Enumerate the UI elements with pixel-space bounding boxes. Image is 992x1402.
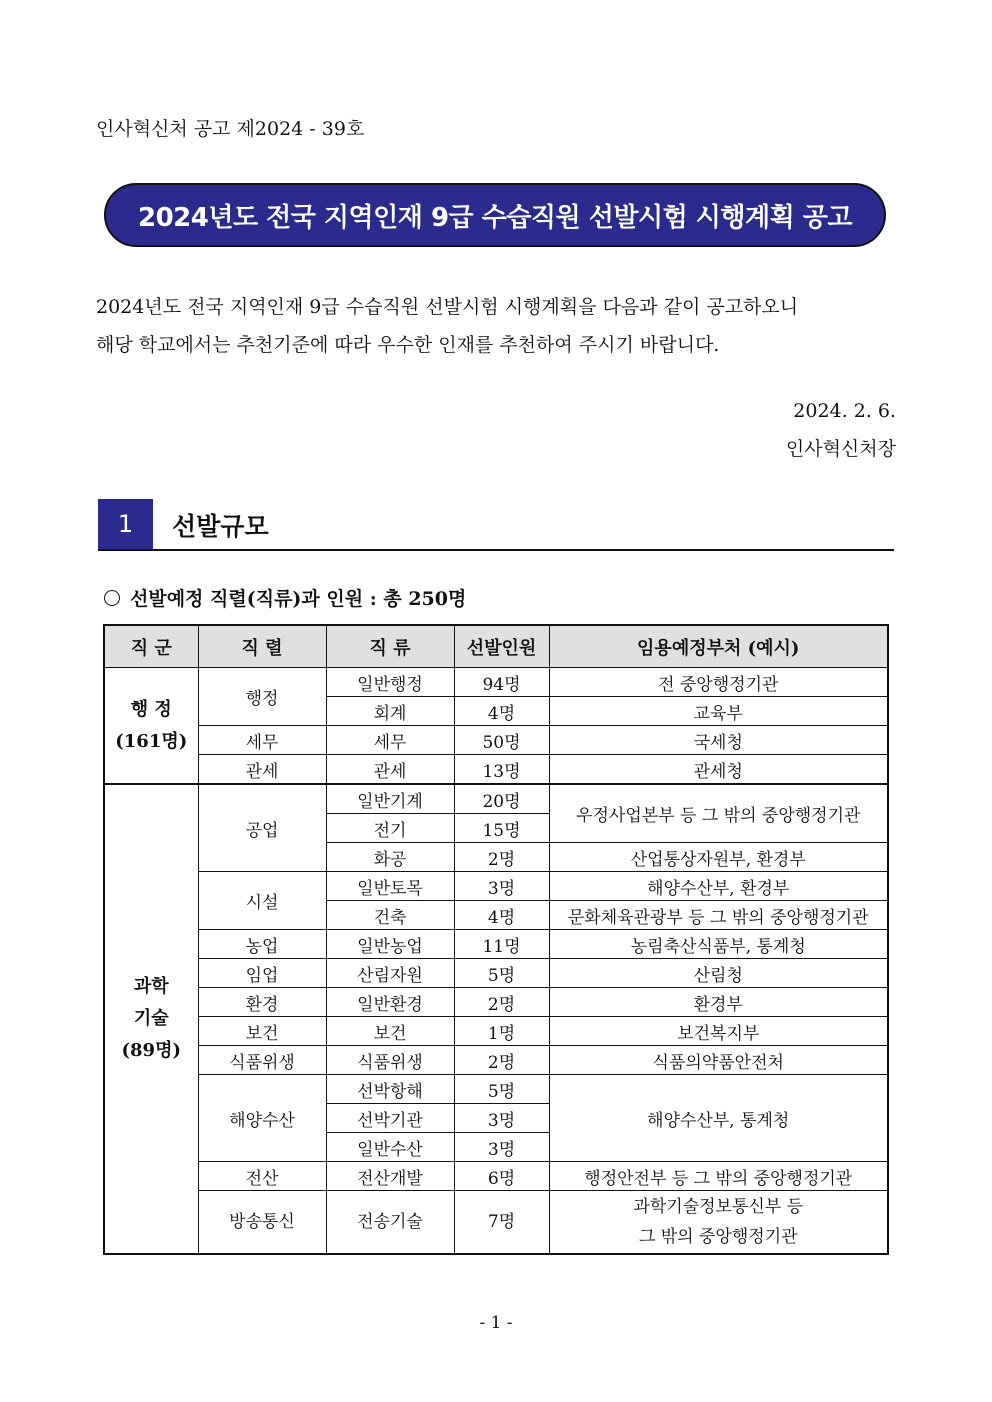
count-cell: 1명 (454, 1017, 549, 1046)
job-type-cell: 산림자원 (326, 959, 454, 988)
page-number: - 1 - (479, 1313, 513, 1333)
job-type-cell: 화공 (326, 843, 454, 872)
table-row (104, 959, 888, 988)
agency-cell: 해양수산부, 환경부 (549, 872, 888, 901)
job-group-count: (161명) (115, 730, 188, 752)
count-cell: 7명 (454, 1191, 549, 1255)
job-type-cell: 건축 (326, 901, 454, 930)
agency-cell: 식품의약품안전처 (549, 1046, 888, 1075)
table-row (104, 668, 888, 697)
job-type-cell: 일반행정 (326, 668, 454, 697)
count-cell: 2명 (454, 1046, 549, 1075)
table-row (104, 755, 888, 785)
job-type-cell: 보건 (326, 1017, 454, 1046)
agency-cell: 문화체육관광부 등 그 밖의 중앙행정기관 (549, 901, 888, 930)
subheading-text: 선발예정 직렬(직류)과 인원 : 총 250명 (130, 588, 467, 610)
job-series-cell: 보건 (198, 1017, 326, 1046)
job-type-cell: 일반수산 (326, 1133, 454, 1162)
count-cell: 15명 (454, 814, 549, 843)
job-type-cell: 세무 (326, 726, 454, 755)
job-series-cell: 농업 (198, 930, 326, 959)
notice-number: 인사혁신처 공고 제2024 - 39호 (96, 118, 365, 140)
job-type-cell: 일반농업 (326, 930, 454, 959)
intro-paragraph (96, 288, 896, 364)
job-series-cell: 공업 (198, 784, 326, 872)
header-cell: 선발인원 (454, 625, 549, 668)
table-row (104, 1046, 888, 1075)
table-row (104, 1017, 888, 1046)
section-heading (98, 499, 894, 551)
header-cell: 직 군 (104, 625, 198, 668)
table-row (104, 1075, 888, 1104)
agency-cell: 해양수산부, 통계청 (549, 1075, 888, 1162)
table-row (104, 1191, 888, 1255)
job-group-count: (89명) (121, 1040, 181, 1061)
count-cell: 50명 (454, 726, 549, 755)
job-series-cell: 방송통신 (198, 1191, 326, 1255)
agency-line: 그 밖의 중앙행정기관 (638, 1227, 798, 1247)
agency-cell: 우정사업본부 등 그 밖의 중앙행정기관 (549, 784, 888, 843)
notice-date: 2024. 2. 6. (793, 400, 896, 422)
job-series-cell: 임업 (198, 959, 326, 988)
agency-cell: 보건복지부 (549, 1017, 888, 1046)
count-cell: 13명 (454, 755, 549, 785)
count-cell: 94명 (454, 668, 549, 697)
job-type-cell: 관세 (326, 755, 454, 785)
circle-bullet-icon (104, 590, 120, 606)
job-series-cell: 환경 (198, 988, 326, 1017)
count-cell: 3명 (454, 872, 549, 901)
agency-cell (549, 1191, 888, 1255)
job-type-cell: 전송기술 (326, 1191, 454, 1255)
table-row (104, 726, 888, 755)
job-series-cell: 행정 (198, 668, 326, 726)
header-cell: 직 렬 (198, 625, 326, 668)
job-group-cell (104, 784, 198, 1254)
count-cell: 2명 (454, 843, 549, 872)
job-series-cell: 세무 (198, 726, 326, 755)
job-series-cell: 해양수산 (198, 1075, 326, 1162)
count-cell: 3명 (454, 1104, 549, 1133)
header-cell: 직 류 (326, 625, 454, 668)
count-cell: 5명 (454, 959, 549, 988)
agency-cell: 농림축산식품부, 통계청 (549, 930, 888, 959)
count-cell: 3명 (454, 1133, 549, 1162)
selection-table (103, 624, 889, 1255)
count-cell: 6명 (454, 1162, 549, 1191)
agency-cell: 환경부 (549, 988, 888, 1017)
agency-cell: 산림청 (549, 959, 888, 988)
intro-line: 2024년도 전국 지역인재 9급 수습직원 선발시험 시행계획을 다음과 같이 공고하오니 (96, 296, 799, 318)
section-number: 1 (98, 499, 153, 549)
table-header-row (104, 625, 888, 668)
job-group-cell (104, 668, 198, 785)
job-type-cell: 회계 (326, 697, 454, 726)
agency-line: 과학기술정보통신부 등 (633, 1197, 804, 1217)
agency-cell: 관세청 (549, 755, 888, 785)
job-type-cell: 일반토목 (326, 872, 454, 901)
job-group-label: 과학 (133, 976, 169, 997)
job-type-cell: 선박항해 (326, 1075, 454, 1104)
signature-block (786, 392, 896, 468)
job-type-cell: 일반환경 (326, 988, 454, 1017)
table-row (104, 1162, 888, 1191)
job-series-cell: 시설 (198, 872, 326, 930)
job-type-cell: 식품위생 (326, 1046, 454, 1075)
count-cell: 20명 (454, 784, 549, 814)
agency-cell: 전 중앙행정기관 (549, 668, 888, 697)
table-row (104, 930, 888, 959)
agency-cell: 행정안전부 등 그 밖의 중앙행정기관 (549, 1162, 888, 1191)
intro-line: 해당 학교에서는 추천기준에 따라 우수한 인재를 추천하여 주시기 바랍니다. (96, 334, 720, 356)
agency-cell: 국세청 (549, 726, 888, 755)
page-title: 2024년도 전국 지역인재 9급 수습직원 선발시험 시행계획 공고 (104, 183, 886, 247)
job-type-cell: 일반기계 (326, 784, 454, 814)
header-cell: 임용예정부처 (예시) (549, 625, 888, 668)
count-cell: 4명 (454, 697, 549, 726)
count-cell: 2명 (454, 988, 549, 1017)
count-cell: 11명 (454, 930, 549, 959)
count-cell: 4명 (454, 901, 549, 930)
section-title: 선발규모 (172, 512, 269, 541)
subheading (104, 584, 466, 611)
issuer: 인사혁신처장 (785, 438, 896, 460)
job-group-label: 기술 (133, 1008, 169, 1029)
job-group-label: 행 정 (130, 698, 172, 720)
table-row (104, 872, 888, 901)
agency-cell: 산업통상자원부, 환경부 (549, 843, 888, 872)
job-type-cell: 전산개발 (326, 1162, 454, 1191)
table-row (104, 988, 888, 1017)
job-type-cell: 선박기관 (326, 1104, 454, 1133)
agency-cell: 교육부 (549, 697, 888, 726)
job-series-cell: 식품위생 (198, 1046, 326, 1075)
job-type-cell: 전기 (326, 814, 454, 843)
job-series-cell: 관세 (198, 755, 326, 785)
job-series-cell: 전산 (198, 1162, 326, 1191)
count-cell: 5명 (454, 1075, 549, 1104)
table-row (104, 784, 888, 814)
